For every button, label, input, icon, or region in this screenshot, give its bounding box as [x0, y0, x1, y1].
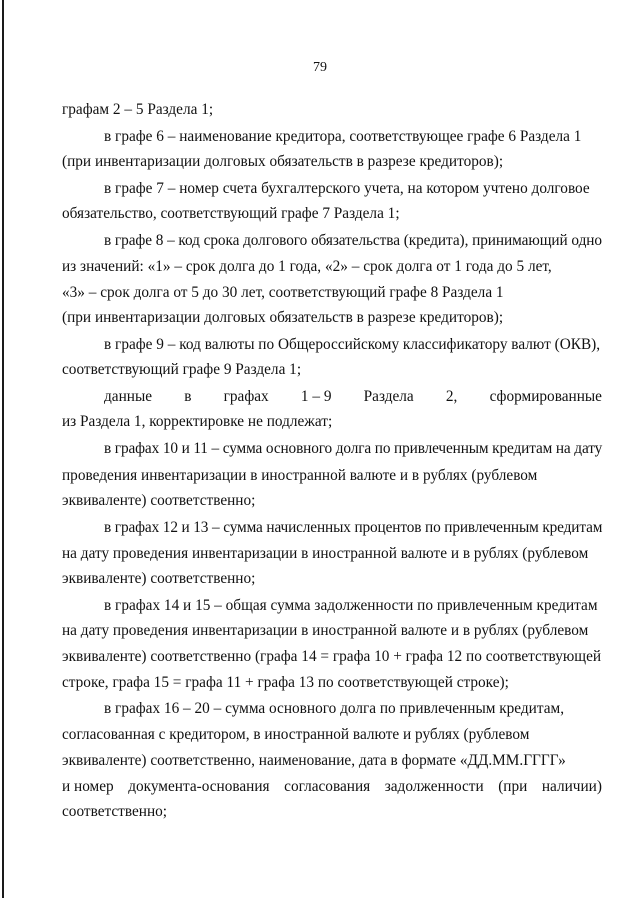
page-number: 79 — [313, 60, 327, 75]
text-line-justified — [104, 388, 602, 406]
text-line: эквиваленте) соответственно; — [62, 492, 256, 509]
word: графах — [223, 388, 269, 405]
text-line: в графе 8 – код срока долгового обязательства (кредита), принимающий одно — [104, 232, 602, 249]
word: 1 – 9 — [300, 388, 332, 405]
text-line: в графе 9 – код валюты по Общероссийскому классификатору валют (ОКВ), — [104, 336, 601, 353]
text-line: соответственно; — [62, 803, 168, 820]
text-line: строке, графа 15 = графа 11 + графа 13 по соответствующей строке); — [62, 674, 509, 691]
word: (при — [498, 778, 528, 795]
text-line: обязательство, соответствующий графе 7 Раздела 1; — [62, 205, 400, 222]
text-line: на дату проведения инвентаризации в иностранной валюте и в рублях (рублевом — [62, 545, 589, 562]
word: наличии) — [541, 778, 602, 795]
text-line: эквиваленте) соответственно, наименование, дата в формате «ДД.ММ.ГГГГ» — [62, 752, 566, 769]
word: Раздела — [363, 388, 414, 405]
text-line: (при инвентаризации долговых обязательств в разрезе кредиторов); — [62, 153, 504, 170]
text-line: эквиваленте) соответственно; — [62, 570, 256, 587]
text-line: из значений: «1» – срок долга до 1 года, «2» – срок долга от 1 года до 5 лет, — [62, 258, 552, 275]
text-line: согласованная с кредитором, в иностранной валюте и рублях (рублевом — [62, 726, 530, 743]
word: в — [184, 388, 192, 405]
text-line: на дату проведения инвентаризации в иностранной валюте и в рублях (рублевом — [62, 622, 589, 639]
text-line: в графах 14 и 15 – общая сумма задолженности по привлеченным кредитам — [104, 597, 598, 614]
text-line: «3» – срок долга от 5 до 30 лет, соответствующий графе 8 Раздела 1 — [62, 284, 504, 301]
text-line: в графе 7 – номер счета бухгалтерского учета, на котором учтено долговое — [104, 180, 590, 197]
text-line: соответствующий графе 9 Раздела 1; — [62, 361, 302, 378]
word: согласования — [284, 778, 371, 795]
text-line: в графе 6 – наименование кредитора, соответствующее графе 6 Раздела 1 — [104, 128, 582, 145]
text-line-justified — [62, 778, 602, 796]
text-line: проведения инвентаризации в иностранной валюте и в рублях (рублевом — [62, 467, 538, 484]
text-line: в графах 12 и 13 – сумма начисленных процентов по привлеченным кредитам — [104, 519, 603, 536]
word: 2, — [445, 388, 458, 405]
text-line: в графах 10 и 11 – сумма основного долга по привлеченным кредитам на дату — [104, 440, 603, 457]
word: задолженности — [384, 778, 484, 795]
scan-edge — [2, 0, 4, 898]
word: данные — [104, 388, 153, 405]
text-line: (при инвентаризации долговых обязательств в разрезе кредиторов); — [62, 309, 504, 326]
word: и номер — [62, 778, 114, 795]
word: документа-основания — [128, 778, 270, 795]
text-line: эквиваленте) соответственно (графа 14 = графа 10 + графа 12 по соответствующей — [62, 648, 602, 665]
text-line: из Раздела 1, корректировке не подлежат; — [62, 413, 333, 430]
word: сформированные — [489, 388, 602, 405]
text-line: графам 2 – 5 Раздела 1; — [62, 101, 214, 118]
text-line: в графах 16 – 20 – сумма основного долга по привлеченным кредитам, — [104, 700, 565, 717]
